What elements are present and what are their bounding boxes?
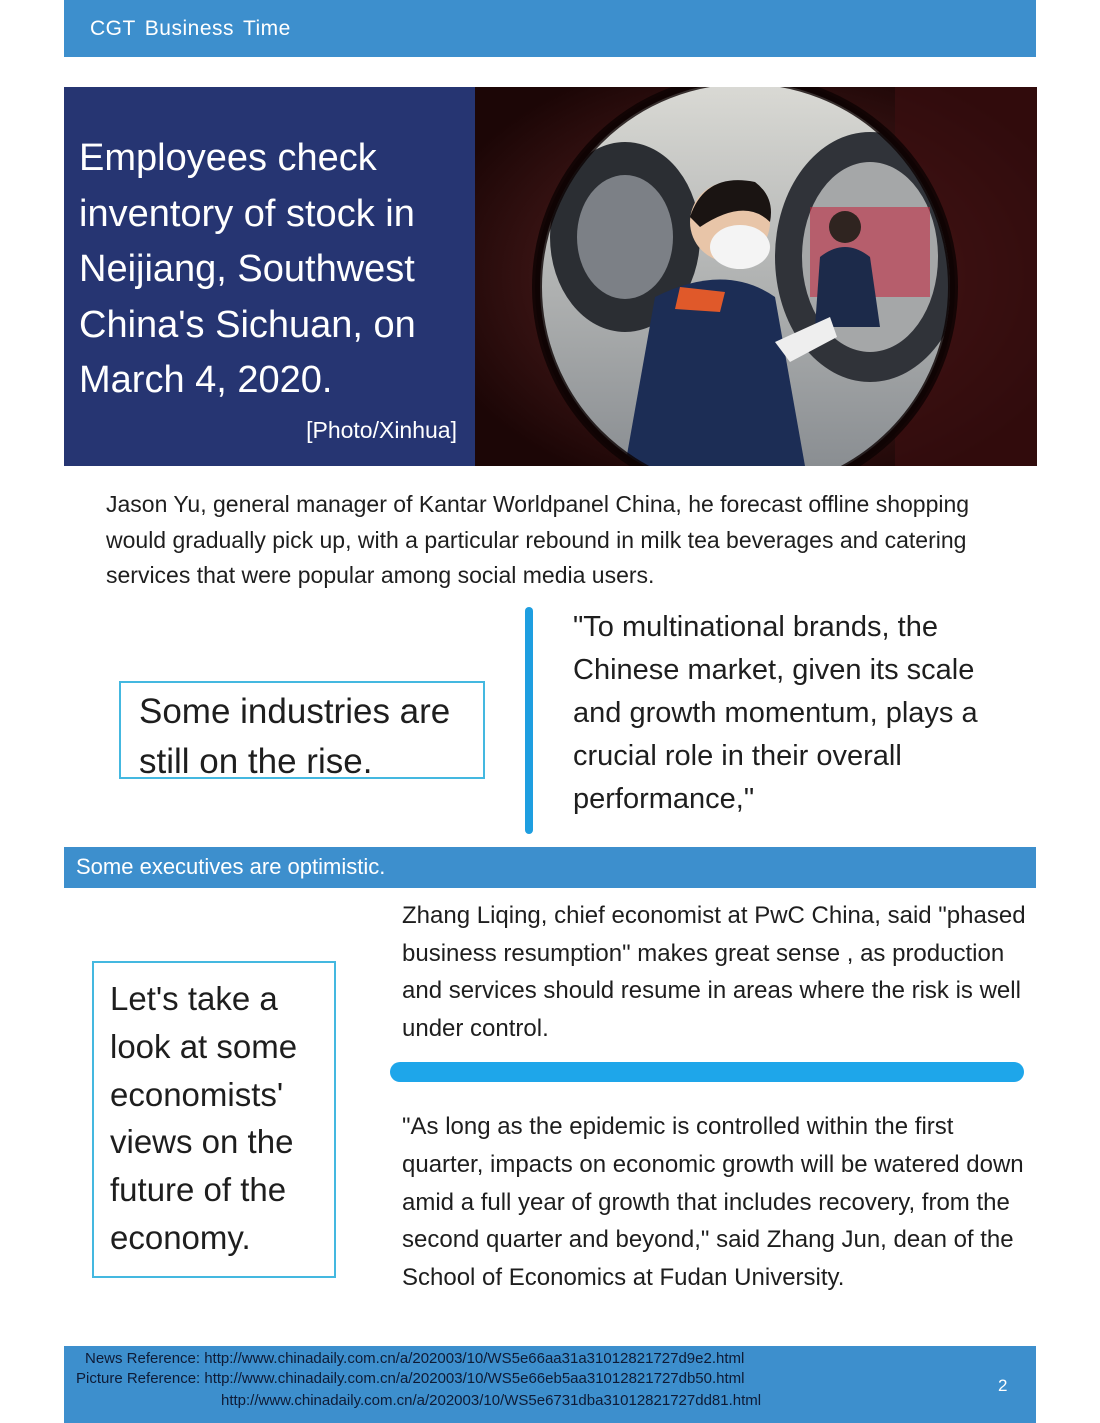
zhang-jun-quote: "As long as the epidemic is controlled within the first quarter, impacts on economic growth will be watered down amid a full year of growth that includes recovery, from the second quarter and beyond," said Zhang Jun, dean of the School of Economics at Fudan University.	[402, 1113, 1024, 1292]
footer-bar	[64, 1346, 1036, 1423]
intro-paragraph: Jason Yu, general manager of Kantar Worldpanel China, he forecast offline shopping would gradually pick up, with a particular rebound in milk tea beverages and catering services that were popular among social media users.	[106, 491, 970, 588]
hero-caption-panel	[64, 87, 475, 466]
picture-reference: Picture Reference: http://www.chinadaily.com.cn/a/202003/10/WS5e66eb5aa31012821727db50.html	[76, 1370, 745, 1387]
page-number: 2	[998, 1376, 1008, 1395]
callout-text-economists: Let's take a look at some economists' views on the future of the economy.	[110, 980, 298, 1256]
vertical-divider	[525, 607, 533, 834]
header-title: CGT Business Time	[90, 17, 291, 40]
news-reference: News Reference: http://www.chinadaily.com.cn/a/202003/10/WS5e66aa31a31012821727d9e2.html	[85, 1350, 745, 1367]
zhang-liqing-paragraph: Zhang Liqing, chief economist at PwC China, said "phased business resumption" makes great sense , as production and services should resume in areas where the risk is well under control.	[402, 902, 1026, 1042]
photo-credit: [Photo/Xinhua]	[306, 417, 457, 443]
section-bar-label: Some executives are optimistic.	[76, 854, 386, 879]
header-bar	[64, 0, 1036, 57]
callout-text-industries: Some industries are still on the rise.	[139, 692, 451, 781]
horizontal-divider	[390, 1062, 1024, 1082]
hero-photo-illustration	[475, 87, 1037, 466]
picture-reference-2: http://www.chinadaily.com.cn/a/202003/10/WS5e6731dba31012821727dd81.html	[221, 1392, 762, 1409]
section-bar	[64, 847, 1036, 888]
hero-caption: Employees check inventory of stock in Neijiang, Southwest China's Sichuan, on March 4, 2020.	[79, 137, 416, 401]
callout-box-industries	[119, 681, 485, 779]
hero-photo	[475, 87, 1037, 466]
callout-box-economists	[92, 961, 336, 1278]
multinational-quote: "To multinational brands, the Chinese market, given its scale and growth momentum, plays a crucial role in their overall performance,"	[573, 611, 978, 815]
